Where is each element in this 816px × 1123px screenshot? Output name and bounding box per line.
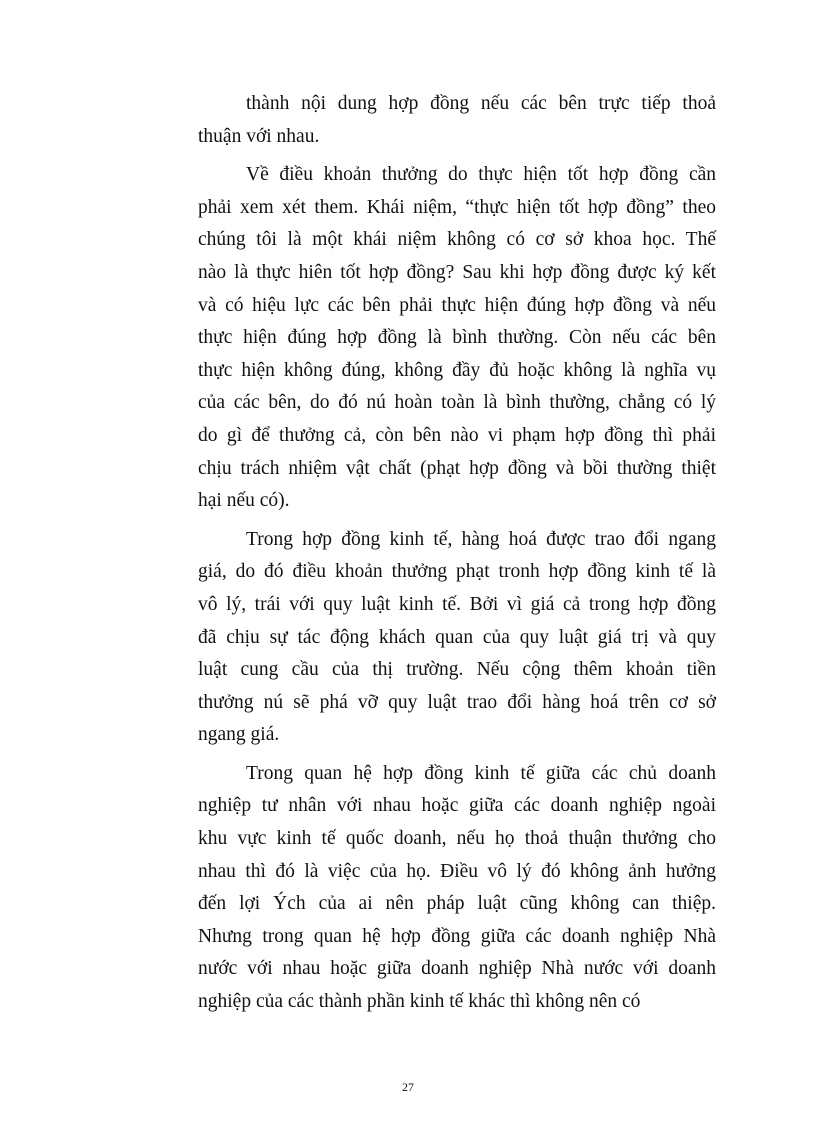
text-line: giá, do đó điều khoản thưởng phạt tronh hợp đồng kinh tế là <box>198 561 716 583</box>
text-line: Trong hợp đồng kinh tế, hàng hoá được trao đổi ngang <box>246 528 716 550</box>
text-line: nhau thì đó là việc của họ. Điều vô lý đó không ảnh hưởng <box>198 860 716 882</box>
text-line: chúng tôi là một khái niệm không có cơ sở khoa học. Thế <box>198 229 716 251</box>
text-line: của các bên, do đó nú hoàn toàn là bình thường, chẳng có lý <box>198 392 716 414</box>
paragraph <box>198 159 716 518</box>
text-line: ngang giá. <box>198 724 280 746</box>
text-line: thành nội dung hợp đồng nếu các bên trực tiếp thoả <box>246 93 716 114</box>
text-line: đã chịu sự tác động khách quan của quy luật giá trị và quy <box>198 626 716 648</box>
text-line: thực hiện không đúng, không đầy đủ hoặc không là nghĩa vụ <box>198 359 716 381</box>
text-line: do gì để thưởng cả, còn bên nào vi phạm hợp đồng thì phải <box>198 424 716 446</box>
text-line: Trong quan hệ hợp đồng kinh tế giữa các chủ doanh <box>246 762 716 784</box>
text-line: luật cung cầu của thị trường. Nếu cộng thêm khoản tiền <box>198 659 716 681</box>
paragraph <box>198 758 716 1019</box>
text-line: và có hiệu lực các bên phải thực hiện đúng hợp đồng và nếu <box>198 294 716 316</box>
text-line: thuận với nhau. <box>198 125 320 147</box>
page-number: 27 <box>402 1080 414 1094</box>
text-line: Nhưng trong quan hệ hợp đồng giữa các doanh nghiệp Nhà <box>198 925 716 947</box>
text-line: hại nếu có). <box>198 490 290 512</box>
text-line: thưởng nú sẽ phá vỡ quy luật trao đổi hàng hoá trên cơ sở <box>198 691 716 713</box>
paragraph <box>198 524 716 752</box>
text-line: đến lợi Ých của ai nên pháp luật cũng không can thiệp. <box>198 893 716 915</box>
text-line: nước với nhau hoặc giữa doanh nghiệp Nhà nước với doanh <box>198 958 716 980</box>
text-line: Về điều khoản thưởng do thực hiện tốt hợp đồng cần <box>246 164 716 186</box>
text-line: chịu trách nhiệm vật chất (phạt hợp đồng và bồi thường thiệt <box>198 457 716 479</box>
text-line: phải xem xét them. Khái niệm, “thực hiện tốt hợp đồng” theo <box>198 196 716 218</box>
text-line: thực hiện đúng hợp đồng là bình thường. Còn nếu các bên <box>198 327 716 349</box>
paragraph <box>198 88 716 153</box>
body-text <box>198 88 716 1019</box>
text-line: nghiệp của các thành phần kinh tế khác thì không nên có <box>198 991 641 1013</box>
text-line: khu vực kinh tế quốc doanh, nếu họ thoả thuận thưởng cho <box>198 828 716 850</box>
text-line: nào là thực hiên tốt hợp đồng? Sau khi hợp đồng được ký kết <box>198 261 716 283</box>
text-line: vô lý, trái với quy luật kinh tế. Bởi vì giá cả trong hợp đồng <box>198 593 716 615</box>
text-line: nghiệp tư nhân với nhau hoặc giữa các doanh nghiệp ngoài <box>198 795 716 817</box>
